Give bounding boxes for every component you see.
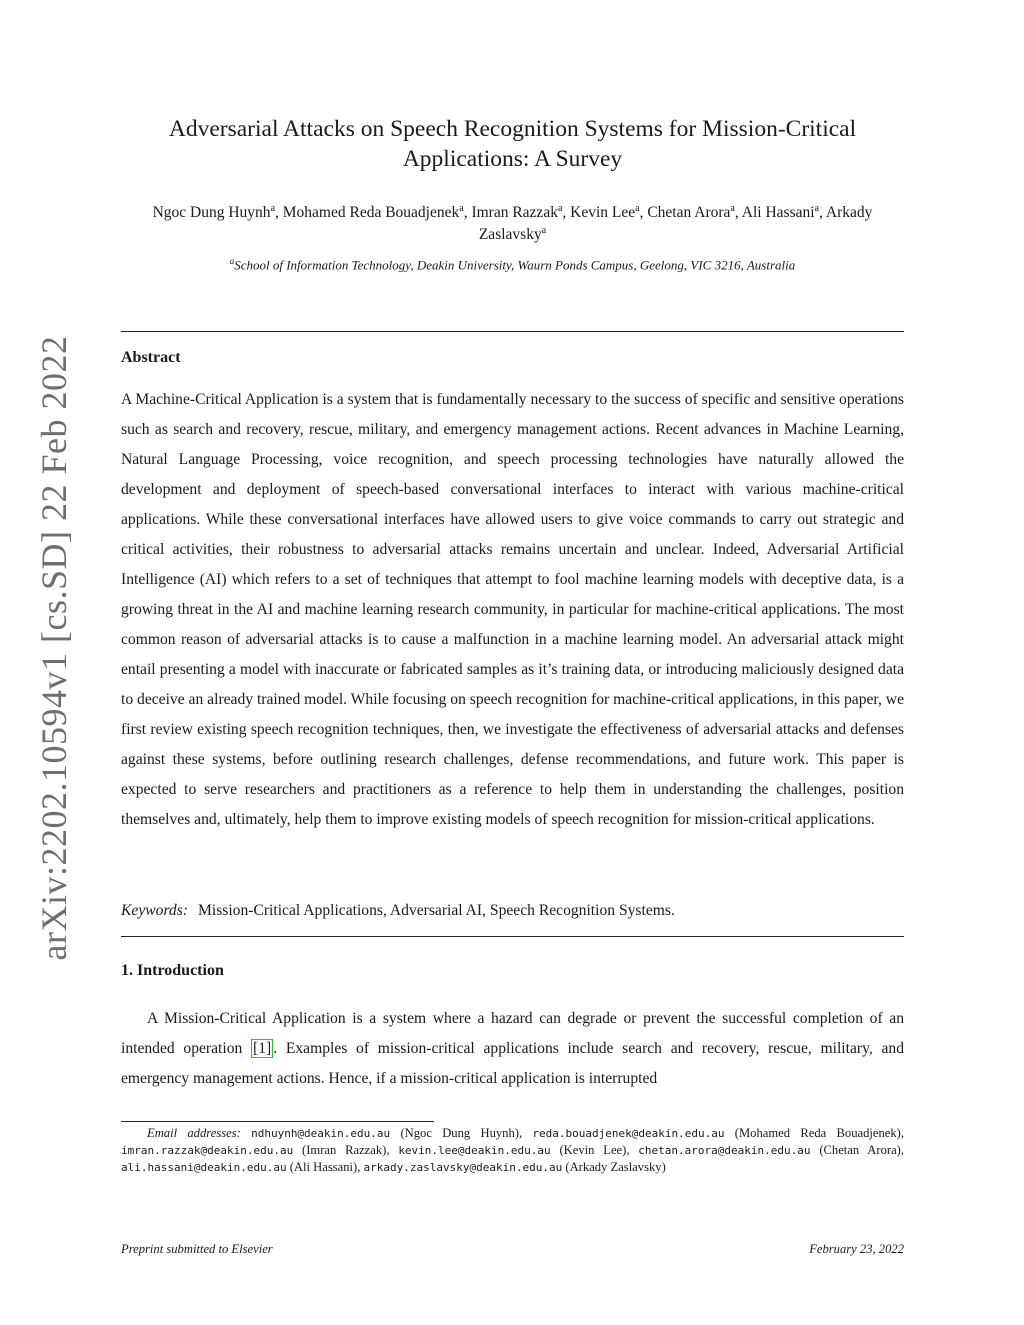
footnote-label: Email addresses: [147,1126,241,1140]
keywords [121,899,904,923]
email-owner: (Imran Razzak) [302,1143,387,1157]
abstract-text: A Machine-Critical Application is a system that is fundamentally necessary to the success of specific and sensitive operations such as search and recovery, rescue, military, and emergency management actions. Recent advances in Machine Learning, Natural Language Processing, voice recognition, and speech processing technologies have naturally allowed the development and deployment of speech-based conversational interfaces to interact with various machine-critical applications. While these conversational interfaces have allowed users to give voice commands to carry out strategic and critical activities, their robustness to adversarial attacks remains uncertain and unclear. Indeed, Adversarial Artificial Intelligence (AI) which refers to a set of techniques that attempt to fool machine learning models with deceptive data, is a growing threat in the AI and machine learning research community, in particular for machine-critical applications. The most common reason of adversarial attacks is to cause a malfunction in a machine learning model. An adversarial attack might entail presenting a model with inaccurate or fabricated samples as it’s training data, or introducing maliciously designed data to deceive an already trained model. While focusing on speech recognition for machine-critical applications, in this paper, we first review existing speech recognition techniques, then, we investigate the effectiveness of adversarial attacks and defenses against these systems, before outlining research challenges, defense recommendations, and future work. This paper is expected to serve researchers and practitioners as a reference to help them in understanding the challenges, position themselves and, ultimately, help them to improve existing models of speech recognition for mission-critical applications. [121,391,904,828]
intro-text-before: A Mission-Critical Application is a system where a hazard can degrade or prevent the successful completion of an intended operation [121,1010,904,1057]
email-owner: (Ngoc Dung Huynh) [400,1126,519,1140]
author-name: Mohamed Reda Bouadjenek [282,204,460,221]
affiliation-marker: a [459,202,464,214]
author-name: Chetan Arora [647,204,731,221]
preprint-note: Preprint submitted to Elsevier [121,1242,273,1256]
email-owner: (Kevin Lee) [559,1143,627,1157]
affiliation-marker: a [730,202,735,214]
email-link[interactable]: ndhuynh@deakin.edu.au [251,1127,391,1140]
intro-text-after: . Examples of mission-critical applications include search and recovery, rescue, military, and emergency management actions. Hence, if a mission-critical application is interrupted [121,1040,904,1087]
email-link[interactable]: arkady.zaslavsky@deakin.edu.au [363,1161,563,1174]
email-link[interactable]: chetan.arora@deakin.edu.au [638,1144,811,1157]
email-owner: (Arkady Zaslavsky) [565,1160,666,1174]
email-owner: (Chetan Arora) [819,1143,901,1157]
abstract-bottom-rule [121,936,904,937]
author-name: Kevin Lee [570,204,636,221]
affiliation-marker: a [270,202,276,214]
abstract-heading: Abstract [121,349,181,366]
email-footnote: Email addresses: ndhuynh@deakin.edu.au (Ngoc Dung Huynh), reda.bouadjenek@deakin.edu.au (Mohamed Reda Bouadjenek), imran.razzak@deakin.edu.au (Imran Razzak), kevin.lee@deakin.edu.au (Kevin Lee), chetan.arora@deakin.edu.au (Chetan Arora), ali.hassani@deakin.edu.au (Ali Hassani), arkady.zaslavsky@deakin.edu.au (Arkady Zaslavsky) [121,1126,905,1174]
footnote-rule [121,1121,434,1122]
email-link[interactable]: ali.hassani@deakin.edu.au [121,1161,287,1174]
affiliation-marker: a [814,202,819,214]
affiliation-marker: a [557,202,563,214]
author-name: Ngoc Dung Huynh [152,204,271,221]
arxiv-identifier[interactable]: arXiv:2202.10594v1 [cs.SD] 22 Feb 2022 [34,335,74,961]
affiliation-marker: a [541,224,547,236]
author-list: Ngoc Dung Huynh$^a$, Mohamed Reda Bouadjenek$^a$, Imran Razzak$^a$, Kevin Lee$^a$, Chetan Arora$^a$, Ali Hassani$^a$, Arkady Zaslavsky$^a$ [152,202,873,243]
section-heading-introduction: 1. Introduction [121,962,224,979]
affiliation-text: School of Information Technology, Deakin University, Waurn Ponds Campus, Geelong, VIC 3216, Australia [234,257,796,273]
affiliation-marker: a [635,202,640,214]
author-name: Imran Razzak [471,204,558,221]
email-link[interactable]: reda.bouadjenek@deakin.edu.au [532,1127,725,1140]
keywords-label: Keywords: [121,902,188,919]
email-link[interactable]: imran.razzak@deakin.edu.au [121,1144,294,1157]
paper-title: Adversarial Attacks on Speech Recognition Systems for Mission-Critical Applications: A Survey [168,116,857,172]
author-name: Arkady Zaslavsky [478,204,873,243]
email-owner: (Ali Hassani) [289,1160,358,1174]
affiliation [121,256,904,273]
citation-link[interactable]: [1] [253,1040,272,1057]
abstract-top-rule [121,331,904,332]
email-link[interactable]: kevin.lee@deakin.edu.au [398,1144,551,1157]
affiliation-marker: a [229,256,235,266]
keywords-text: Mission-Critical Applications, Adversarial AI, Speech Recognition Systems. [198,902,675,919]
preprint-date: February 23, 2022 [809,1242,904,1256]
author-name: Ali Hassani [741,204,815,221]
email-owner: (Mohamed Reda Bouadjenek) [734,1126,901,1140]
introduction-paragraph [121,1004,904,1094]
